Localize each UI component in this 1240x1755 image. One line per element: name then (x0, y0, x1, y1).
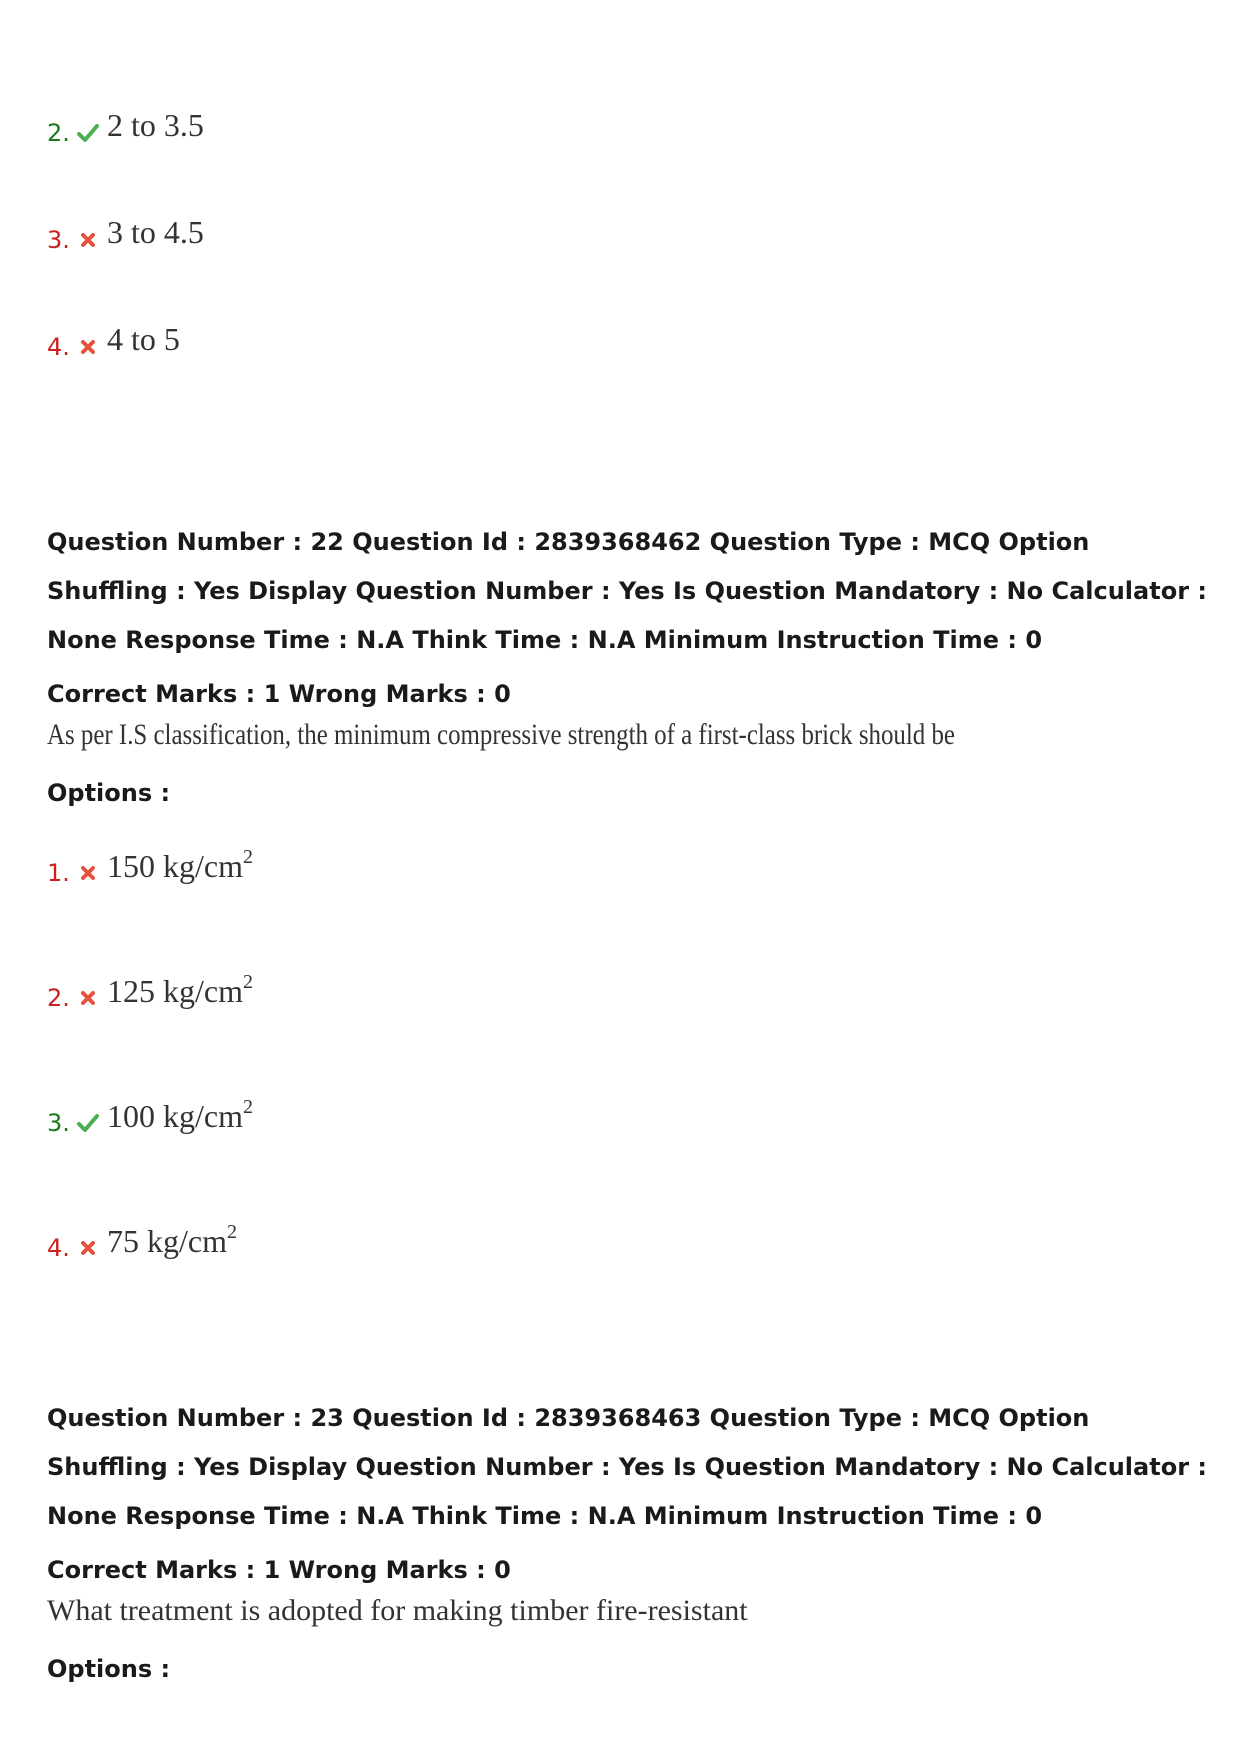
option-unit: kg/cm (163, 972, 243, 1009)
option-number: 4. (47, 333, 70, 361)
option-number: 3. (47, 1109, 70, 1137)
option-row (47, 965, 647, 1015)
option-number: 1. (47, 859, 70, 887)
option-value: 125 (107, 972, 155, 1009)
option-text (107, 1096, 253, 1135)
options-label: Options : (47, 779, 171, 807)
option-value: 75 (107, 1222, 139, 1259)
option-row (47, 207, 647, 257)
option-unit-exponent: 2 (242, 1095, 253, 1118)
option-number: 4. (47, 1234, 70, 1262)
option-row (47, 1215, 647, 1265)
option-text (107, 1221, 237, 1260)
option-text (107, 846, 253, 885)
marks-line: Correct Marks : 1 Wrong Marks : 0 (47, 1556, 511, 1584)
option-row (47, 314, 647, 364)
cross-icon (77, 336, 99, 358)
option-text: 4 to 5 (107, 320, 180, 357)
option-unit: kg/cm (163, 847, 243, 884)
option-text (107, 971, 253, 1010)
check-icon (77, 122, 99, 144)
cross-icon (77, 1237, 99, 1259)
question-meta: Question Number : 22 Question Id : 2839368462 Question Type : MCQ Option Shuffling : Yes Display Question Number : Yes Is Question Mandatory : No Calculator : None Response Time : N.A Think Time : N.A Minimum Instruction Time : 0 (47, 528, 1207, 654)
option-number: 3. (47, 226, 70, 254)
option-unit-exponent: 2 (242, 970, 253, 993)
marks-line: Correct Marks : 1 Wrong Marks : 0 (47, 680, 511, 708)
option-row (47, 840, 647, 890)
question-meta: Question Number : 23 Question Id : 2839368463 Question Type : MCQ Option Shuffling : Yes Display Question Number : Yes Is Question Mandatory : No Calculator : None Response Time : N.A Think Time : N.A Minimum Instruction Time : 0 (47, 1404, 1207, 1530)
option-row (47, 1090, 647, 1140)
option-unit: kg/cm (163, 1097, 243, 1134)
cross-icon (77, 229, 99, 251)
question-text: As per I.S classification, the minimum compressive strength of a first-class brick should be (47, 718, 955, 751)
option-text: 3 to 4.5 (107, 213, 204, 250)
options-label: Options : (47, 1655, 171, 1683)
option-text: 2 to 3.5 (107, 106, 204, 143)
question-text: What treatment is adopted for making timber fire-resistant (47, 1594, 748, 1627)
option-number: 2. (47, 984, 70, 1012)
cross-icon (77, 862, 99, 884)
option-number: 2. (47, 119, 70, 147)
option-unit-exponent: 2 (242, 845, 253, 868)
option-value: 150 (107, 847, 155, 884)
check-icon (77, 1112, 99, 1134)
option-unit: kg/cm (147, 1222, 227, 1259)
cross-icon (77, 987, 99, 1009)
option-value: 100 (107, 1097, 155, 1134)
option-unit-exponent: 2 (226, 1220, 237, 1243)
option-row (47, 100, 647, 150)
